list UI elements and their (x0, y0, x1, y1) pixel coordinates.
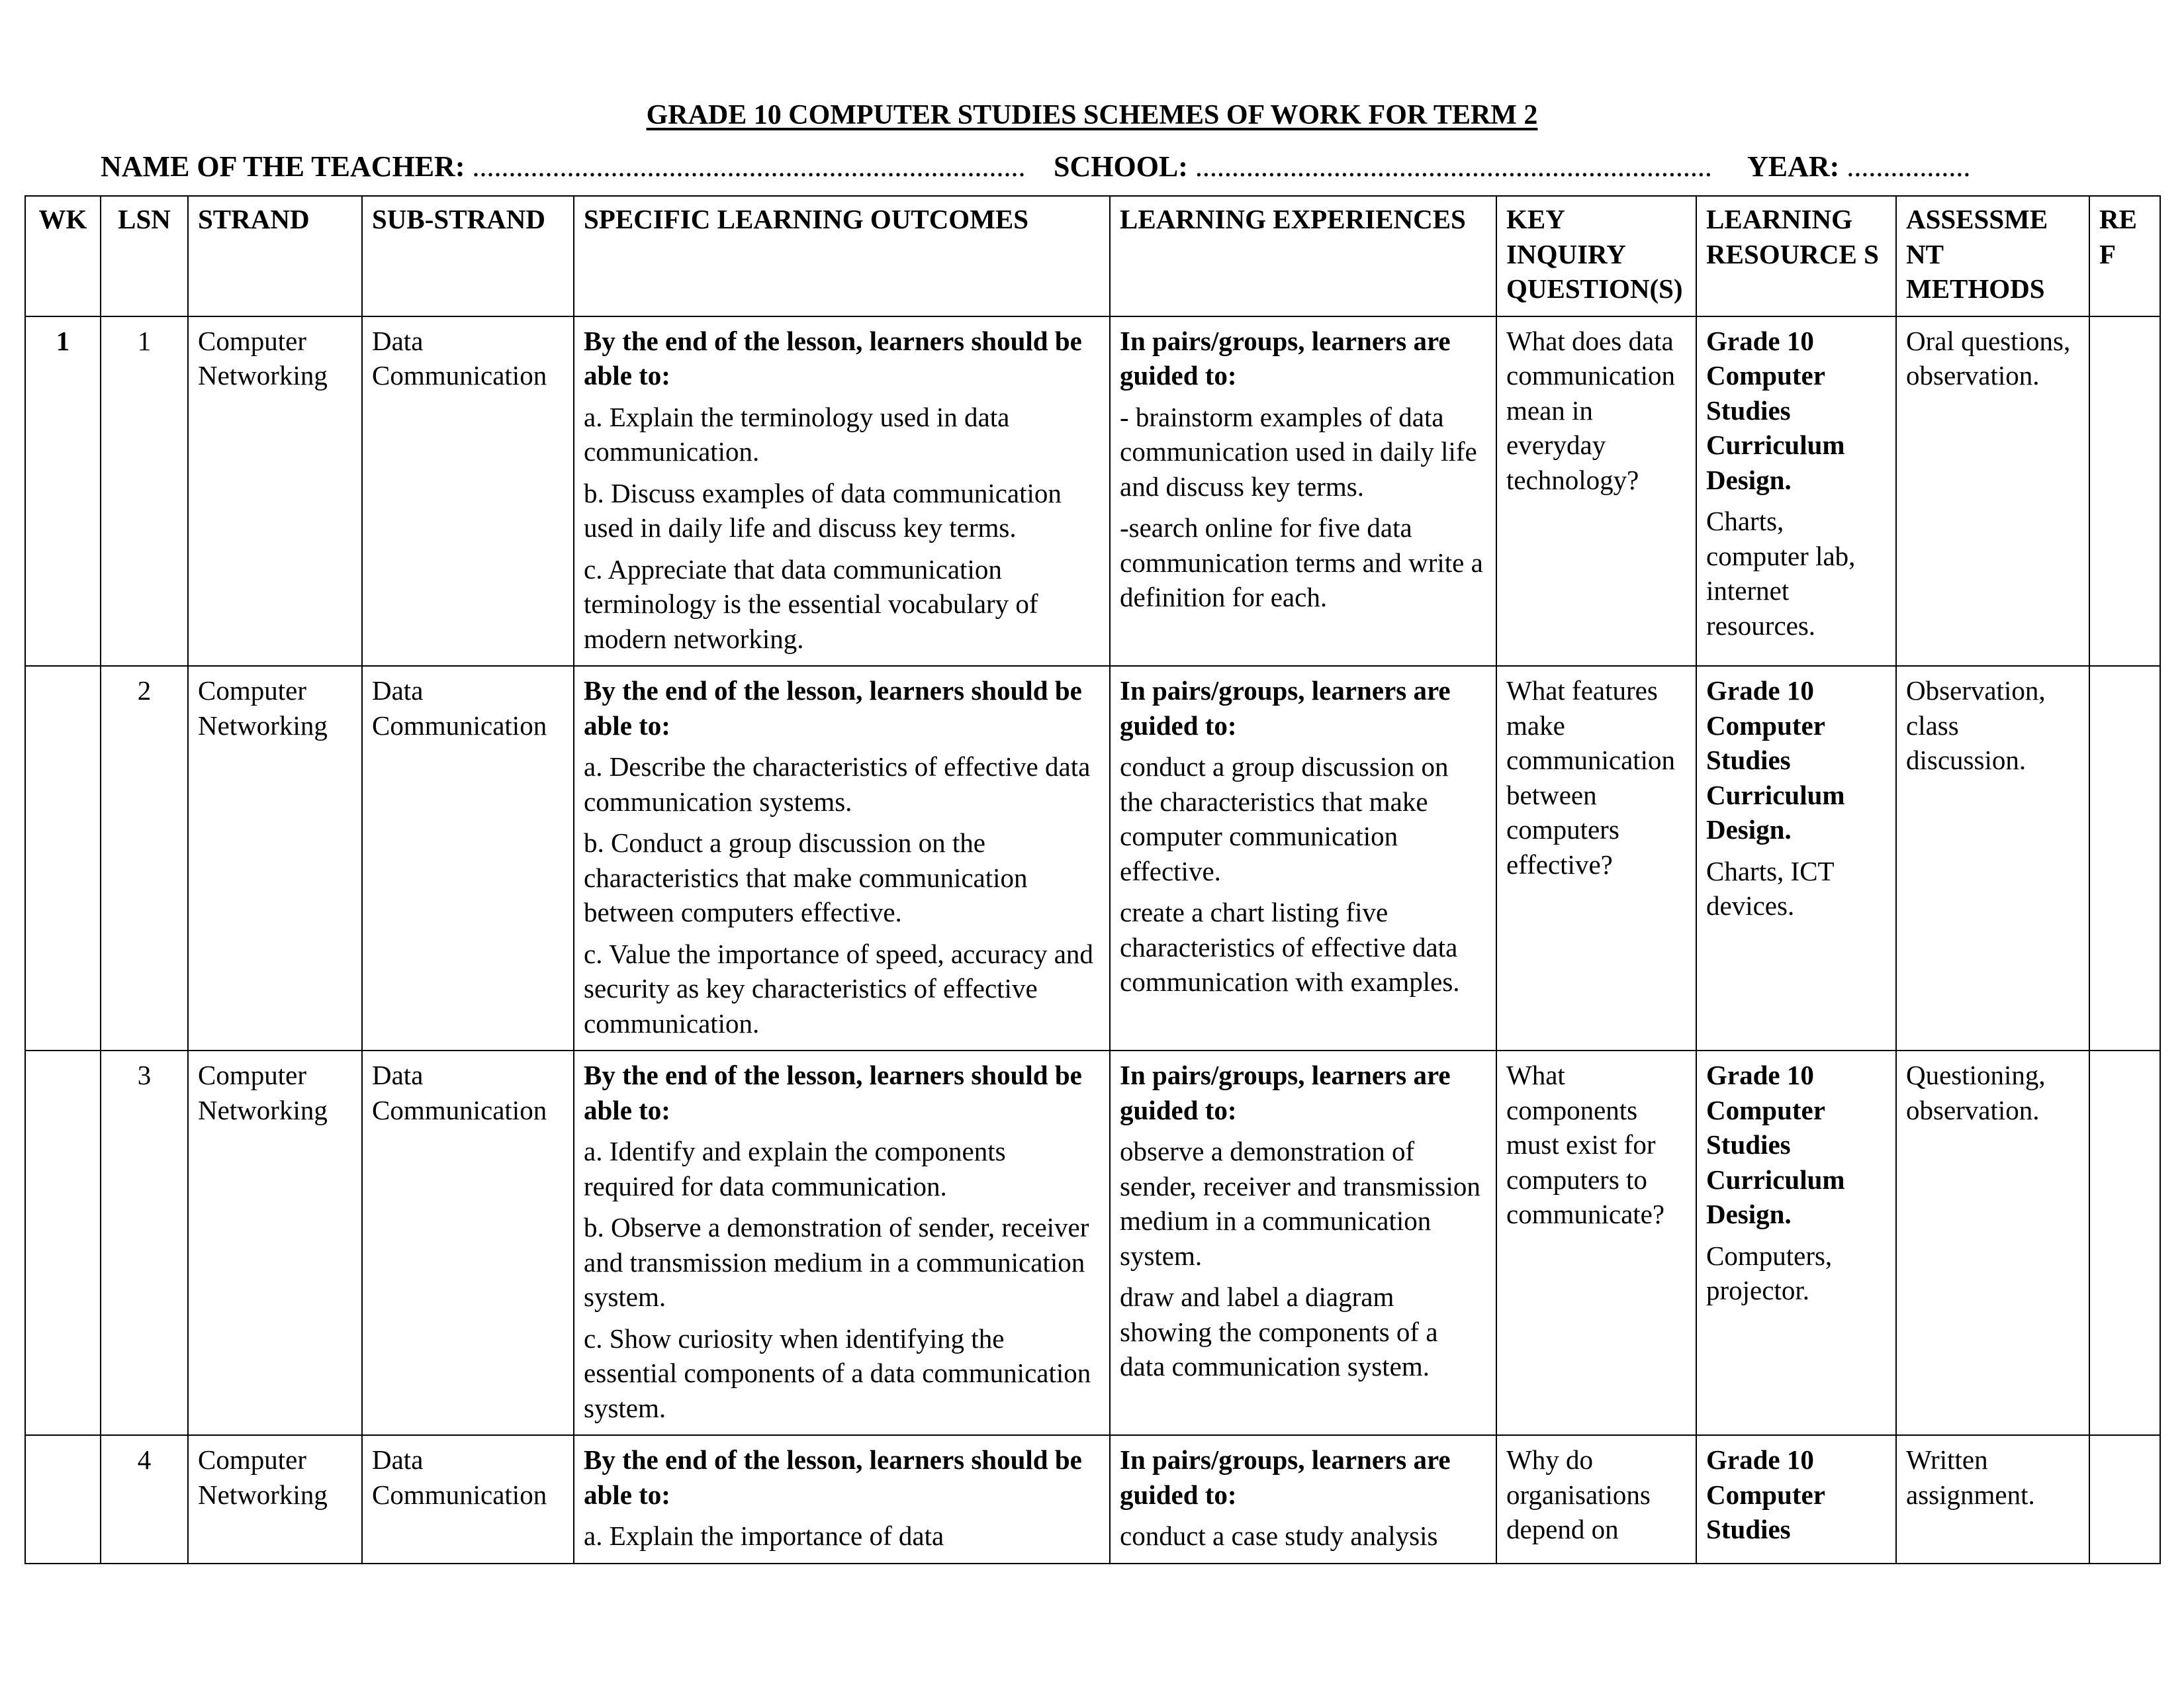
cell-inquiry: What components must exist for computers to communicate? (1496, 1051, 1696, 1435)
outcomes-intro: By the end of the lesson, learners should be able to: (584, 675, 1082, 741)
header-assessment: ASSESSME NT METHODS (1896, 196, 2089, 316)
resources-primary: Grade 10 Computer Studies Curriculum Design. (1706, 1060, 1845, 1229)
cell-experiences (1110, 1051, 1496, 1435)
cell-wk: 1 (25, 316, 101, 667)
cell-lsn: 4 (101, 1435, 188, 1564)
resources-primary: Grade 10 Computer Studies Curriculum Design. (1706, 675, 1845, 845)
table-header-row (25, 196, 2160, 316)
year-field (1747, 148, 1970, 185)
cell-resources (1696, 1435, 1896, 1564)
teacher-value: ............................................................................ (472, 150, 1026, 183)
cell-lsn: 2 (101, 666, 188, 1051)
header-experiences: LEARNING EXPERIENCES (1110, 196, 1496, 316)
outcome-item: b. Observe a demonstration of sender, receiver and transmission medium in a communication system. (584, 1212, 1089, 1312)
outcome-item: a. Identify and explain the components required for data communication. (584, 1136, 1006, 1201)
cell-ref (2089, 666, 2160, 1051)
cell-ref (2089, 1051, 2160, 1435)
experiences-intro: In pairs/groups, learners are guided to: (1120, 325, 1451, 391)
cell-resources (1696, 316, 1896, 667)
school-label: SCHOOL: (1054, 150, 1188, 183)
experience-item: conduct a group discussion on the characteristics that make computer communication effective. (1120, 751, 1449, 886)
resources-primary: Grade 10 Computer Studies Curriculum Design. (1706, 325, 1845, 495)
cell-outcomes (574, 316, 1110, 667)
cell-outcomes (574, 1051, 1110, 1435)
header-inquiry: KEY INQUIRY QUESTION(S) (1496, 196, 1696, 316)
cell-assessment: Questioning, observation. (1896, 1051, 2089, 1435)
cell-wk (25, 1435, 101, 1564)
outcome-item: a. Explain the terminology used in data communication. (584, 401, 1010, 467)
experiences-intro: In pairs/groups, learners are guided to: (1120, 675, 1451, 741)
header-wk: WK (25, 196, 101, 316)
outcome-item: c. Show curiosity when identifying the essential components of a data communication system. (584, 1323, 1091, 1423)
outcomes-intro: By the end of the lesson, learners should be able to: (584, 325, 1082, 391)
header-outcomes: SPECIFIC LEARNING OUTCOMES (574, 196, 1110, 316)
header-lsn: LSN (101, 196, 188, 316)
cell-inquiry: What does data communication mean in everyday technology? (1496, 316, 1696, 667)
experience-item: - brainstorm examples of data communication used in daily life and discuss key terms. (1120, 401, 1477, 502)
teacher-label: NAME OF THE TEACHER: (101, 150, 465, 183)
experiences-intro: In pairs/groups, learners are guided to: (1120, 1444, 1451, 1510)
table-row (25, 1051, 2160, 1435)
cell-sub-strand: Data Communication (362, 1051, 574, 1435)
outcome-item: c. Appreciate that data communication terminology is the essential vocabulary of modern networking. (584, 553, 1038, 654)
cell-outcomes (574, 1435, 1110, 1564)
header-strand: STRAND (188, 196, 362, 316)
experience-item: conduct a case study analysis (1120, 1521, 1438, 1551)
cell-assessment: Written assignment. (1896, 1435, 2089, 1564)
resources-secondary: Charts, ICT devices. (1706, 855, 1834, 921)
cell-lsn: 1 (101, 316, 188, 667)
scheme-table (24, 195, 2161, 1564)
experience-item: create a chart listing five characteristics of effective data communication with examples. (1120, 897, 1460, 997)
cell-inquiry: What features make communication between computers effective? (1496, 666, 1696, 1051)
cell-sub-strand: Data Communication (362, 666, 574, 1051)
resources-primary: Grade 10 Computer Studies (1706, 1444, 1825, 1544)
cell-strand: Computer Networking (188, 1435, 362, 1564)
teacher-field (101, 148, 1025, 185)
outcomes-intro: By the end of the lesson, learners should be able to: (584, 1060, 1082, 1125)
header-resources: LEARNING RESOURCE S (1696, 196, 1896, 316)
table-row (25, 316, 2160, 667)
year-value: ................. (1846, 150, 1971, 183)
experience-item: draw and label a diagram showing the components of a data communication system. (1120, 1282, 1438, 1382)
school-field (1054, 148, 1712, 185)
cell-wk (25, 666, 101, 1051)
resources-secondary: Computers, projector. (1706, 1240, 1833, 1305)
year-label: YEAR: (1747, 150, 1840, 183)
cell-lsn: 3 (101, 1051, 188, 1435)
outcome-item: b. Discuss examples of data communication used in daily life and discuss key terms. (584, 477, 1062, 543)
document-title: GRADE 10 COMPUTER STUDIES SCHEMES OF WORK FOR TERM 2 (646, 100, 1538, 130)
cell-wk (25, 1051, 101, 1435)
cell-assessment: Observation, class discussion. (1896, 666, 2089, 1051)
cell-experiences (1110, 316, 1496, 667)
cell-sub-strand: Data Communication (362, 1435, 574, 1564)
cell-experiences (1110, 1435, 1496, 1564)
school-value: ....................................................................... (1195, 150, 1712, 183)
cell-strand: Computer Networking (188, 666, 362, 1051)
cell-outcomes (574, 666, 1110, 1051)
cell-assessment: Oral questions, observation. (1896, 316, 2089, 667)
experience-item: observe a demonstration of sender, receiver and transmission medium in a communication system. (1120, 1136, 1480, 1271)
table-row (25, 666, 2160, 1051)
outcome-item: c. Value the importance of speed, accuracy and security as key characteristics of effective communication. (584, 938, 1093, 1039)
cell-sub-strand: Data Communication (362, 316, 574, 667)
cell-ref (2089, 316, 2160, 667)
cell-strand: Computer Networking (188, 316, 362, 667)
header-ref: RE F (2089, 196, 2160, 316)
resources-secondary: Charts, computer lab, internet resources. (1706, 506, 1856, 641)
cell-inquiry: Why do organisations depend on (1496, 1435, 1696, 1564)
header-sub-strand: SUB-STRAND (362, 196, 574, 316)
cell-resources (1696, 1051, 1896, 1435)
table-row (25, 1435, 2160, 1564)
cell-ref (2089, 1435, 2160, 1564)
cell-resources (1696, 666, 1896, 1051)
experiences-intro: In pairs/groups, learners are guided to: (1120, 1060, 1451, 1125)
experience-item: -search online for five data communication terms and write a definition for each. (1120, 512, 1483, 612)
cell-strand: Computer Networking (188, 1051, 362, 1435)
outcome-item: a. Explain the importance of data (584, 1521, 944, 1551)
outcome-item: b. Conduct a group discussion on the characteristics that make communication between computers effective. (584, 827, 1028, 927)
cell-experiences (1110, 666, 1496, 1051)
outcomes-intro: By the end of the lesson, learners should be able to: (584, 1444, 1082, 1510)
outcome-item: a. Describe the characteristics of effective data communication systems. (584, 751, 1091, 817)
